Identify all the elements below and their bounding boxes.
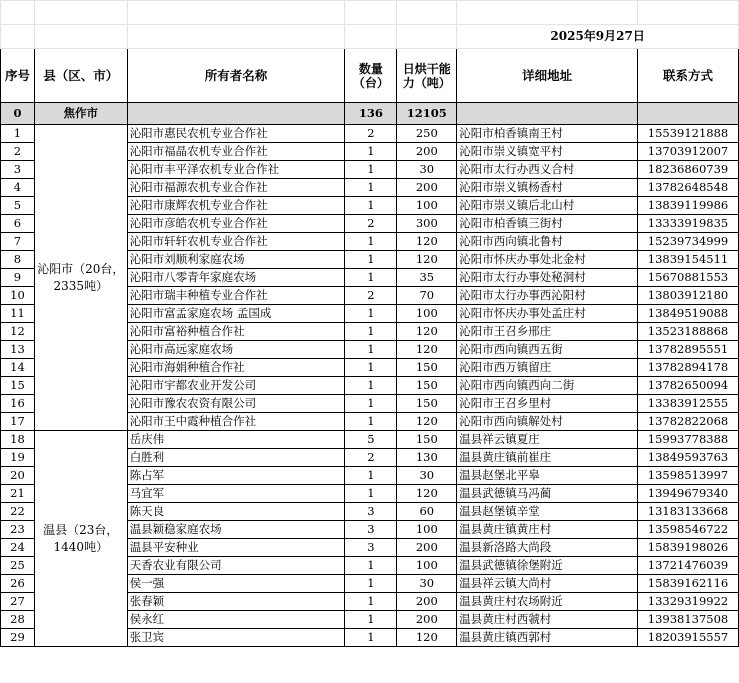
address: 温县黄庄镇西郭村 xyxy=(457,629,638,647)
owner-name: 沁阳市康辉农机专业合作社 xyxy=(127,197,345,215)
address: 温县赵堡镇辛堂 xyxy=(457,503,638,521)
capacity: 150 xyxy=(397,395,457,413)
quantity: 1 xyxy=(345,323,397,341)
quantity: 1 xyxy=(345,233,397,251)
capacity: 120 xyxy=(397,341,457,359)
address: 沁阳市柏香镇三街村 xyxy=(457,215,638,233)
capacity: 200 xyxy=(397,611,457,629)
capacity: 30 xyxy=(397,467,457,485)
owner-name: 沁阳市彦皓农机专业合作社 xyxy=(127,215,345,233)
address: 沁阳市太行办事处秘洞村 xyxy=(457,269,638,287)
contact-phone: 18203915557 xyxy=(638,629,739,647)
capacity: 200 xyxy=(397,593,457,611)
row-index: 7 xyxy=(1,233,35,251)
row-index: 20 xyxy=(1,467,35,485)
quantity: 1 xyxy=(345,161,397,179)
row-index: 2 xyxy=(1,143,35,161)
contact-phone: 13383912555 xyxy=(638,395,739,413)
summary-index: 0 xyxy=(1,103,35,125)
date-row xyxy=(1,25,739,49)
owner-name: 马宜军 xyxy=(127,485,345,503)
row-index: 21 xyxy=(1,485,35,503)
summary-capacity: 12105 xyxy=(397,103,457,125)
quantity: 3 xyxy=(345,539,397,557)
owner-name: 岳庆伟 xyxy=(127,431,345,449)
quantity: 1 xyxy=(345,341,397,359)
contact-phone: 13849519088 xyxy=(638,305,739,323)
contact-phone: 15670881553 xyxy=(638,269,739,287)
contact-phone: 13598513997 xyxy=(638,467,739,485)
address: 温县黄庄村西虢村 xyxy=(457,611,638,629)
address: 沁阳市怀庆办事处孟庄村 xyxy=(457,305,638,323)
table-row xyxy=(1,125,739,143)
address: 温县祥云镇夏庄 xyxy=(457,431,638,449)
address: 沁阳市西向镇解处村 xyxy=(457,413,638,431)
contact-phone: 15993778388 xyxy=(638,431,739,449)
row-index: 16 xyxy=(1,395,35,413)
capacity: 100 xyxy=(397,557,457,575)
capacity: 200 xyxy=(397,179,457,197)
quantity: 1 xyxy=(345,143,397,161)
owner-name: 张卫宾 xyxy=(127,629,345,647)
blank-row xyxy=(1,1,739,25)
row-index: 24 xyxy=(1,539,35,557)
row-index: 8 xyxy=(1,251,35,269)
row-index: 5 xyxy=(1,197,35,215)
contact-phone: 13949679340 xyxy=(638,485,739,503)
quantity: 1 xyxy=(345,611,397,629)
address: 温县武德镇徐堡附近 xyxy=(457,557,638,575)
capacity: 150 xyxy=(397,431,457,449)
quantity: 1 xyxy=(345,251,397,269)
row-index: 11 xyxy=(1,305,35,323)
table-row xyxy=(1,431,739,449)
quantity: 1 xyxy=(345,557,397,575)
quantity: 2 xyxy=(345,125,397,143)
contact-phone: 13703912007 xyxy=(638,143,739,161)
row-index: 18 xyxy=(1,431,35,449)
row-index: 13 xyxy=(1,341,35,359)
quantity: 1 xyxy=(345,359,397,377)
capacity: 300 xyxy=(397,215,457,233)
summary-county: 焦作市 xyxy=(34,103,127,125)
contact-phone: 13333919835 xyxy=(638,215,739,233)
address: 沁阳市西向镇西向二街 xyxy=(457,377,638,395)
row-index: 15 xyxy=(1,377,35,395)
quantity: 2 xyxy=(345,215,397,233)
quantity: 2 xyxy=(345,287,397,305)
capacity: 120 xyxy=(397,629,457,647)
address: 温县黄庄镇前崔庄 xyxy=(457,449,638,467)
address: 沁阳市崇义镇杨香村 xyxy=(457,179,638,197)
owner-name: 沁阳市豫农农资有限公司 xyxy=(127,395,345,413)
county-cell: 沁阳市（20台，2335吨） xyxy=(34,125,127,431)
contact-phone: 13782894178 xyxy=(638,359,739,377)
quantity: 1 xyxy=(345,179,397,197)
summary-row xyxy=(1,103,739,125)
capacity: 30 xyxy=(397,575,457,593)
row-index: 3 xyxy=(1,161,35,179)
contact-phone: 15539121888 xyxy=(638,125,739,143)
owner-name: 沁阳市海娟种植合作社 xyxy=(127,359,345,377)
quantity: 1 xyxy=(345,305,397,323)
header-quantity: 数量（台） xyxy=(345,49,397,103)
header-county: 县（区、市） xyxy=(34,49,127,103)
summary-quantity: 136 xyxy=(345,103,397,125)
quantity: 1 xyxy=(345,467,397,485)
owner-name: 侯一强 xyxy=(127,575,345,593)
capacity: 120 xyxy=(397,323,457,341)
address: 沁阳市王召乡里村 xyxy=(457,395,638,413)
owner-name: 天香农业有限公司 xyxy=(127,557,345,575)
contact-phone: 13782650094 xyxy=(638,377,739,395)
contact-phone: 13782895551 xyxy=(638,341,739,359)
quantity: 1 xyxy=(345,593,397,611)
address: 温县黄庄村农场附近 xyxy=(457,593,638,611)
quantity: 1 xyxy=(345,377,397,395)
contact-phone: 18236860739 xyxy=(638,161,739,179)
address: 沁阳市崇义镇后北山村 xyxy=(457,197,638,215)
quantity: 2 xyxy=(345,449,397,467)
header-capacity: 日烘干能力（吨） xyxy=(397,49,457,103)
address: 沁阳市王召乡邢庄 xyxy=(457,323,638,341)
owner-name: 沁阳市刘顺利家庭农场 xyxy=(127,251,345,269)
row-index: 1 xyxy=(1,125,35,143)
row-index: 12 xyxy=(1,323,35,341)
owner-name: 沁阳市惠民农机专业合作社 xyxy=(127,125,345,143)
owner-name: 温县颖稳家庭农场 xyxy=(127,521,345,539)
header-owner: 所有者名称 xyxy=(127,49,345,103)
owner-name: 侯永红 xyxy=(127,611,345,629)
quantity: 5 xyxy=(345,431,397,449)
contact-phone: 13782648548 xyxy=(638,179,739,197)
contact-phone: 13183133668 xyxy=(638,503,739,521)
contact-phone: 13721476039 xyxy=(638,557,739,575)
address: 温县黄庄镇黄庄村 xyxy=(457,521,638,539)
row-index: 10 xyxy=(1,287,35,305)
owner-name: 沁阳市富孟家庭农场 孟国成 xyxy=(127,305,345,323)
owner-name: 沁阳市八零青年家庭农场 xyxy=(127,269,345,287)
owner-name: 沁阳市轩轩农机专业合作社 xyxy=(127,233,345,251)
contact-phone: 13803912180 xyxy=(638,287,739,305)
owner-name: 沁阳市福晶农机专业合作社 xyxy=(127,143,345,161)
row-index: 29 xyxy=(1,629,35,647)
capacity: 30 xyxy=(397,161,457,179)
capacity: 60 xyxy=(397,503,457,521)
address: 沁阳市怀庆办事处北金村 xyxy=(457,251,638,269)
owner-name: 陈占军 xyxy=(127,467,345,485)
owner-name: 白胜利 xyxy=(127,449,345,467)
address: 温县新洛路大尚段 xyxy=(457,539,638,557)
contact-phone: 13839119986 xyxy=(638,197,739,215)
address: 温县武德镇马冯蔺 xyxy=(457,485,638,503)
row-index: 19 xyxy=(1,449,35,467)
owner-name: 沁阳市瑞丰种植专业合作社 xyxy=(127,287,345,305)
capacity: 70 xyxy=(397,287,457,305)
owner-name: 沁阳市高远家庭农场 xyxy=(127,341,345,359)
contact-phone: 13849593763 xyxy=(638,449,739,467)
quantity: 1 xyxy=(345,197,397,215)
contact-phone: 13839154511 xyxy=(638,251,739,269)
capacity: 130 xyxy=(397,449,457,467)
address: 沁阳市崇义镇宽平村 xyxy=(457,143,638,161)
address: 沁阳市西向镇北鲁村 xyxy=(457,233,638,251)
address: 沁阳市柏香镇南王村 xyxy=(457,125,638,143)
address: 沁阳市太行办事西沁阳村 xyxy=(457,287,638,305)
county-cell: 温县（23台，1440吨） xyxy=(34,431,127,647)
quantity: 1 xyxy=(345,413,397,431)
owner-name: 沁阳市富裕种植合作社 xyxy=(127,323,345,341)
address: 温县祥云镇大尚村 xyxy=(457,575,638,593)
row-index: 22 xyxy=(1,503,35,521)
header-address: 详细地址 xyxy=(457,49,638,103)
contact-phone: 13938137508 xyxy=(638,611,739,629)
header-contact: 联系方式 xyxy=(638,49,739,103)
row-index: 9 xyxy=(1,269,35,287)
contact-phone: 15239734999 xyxy=(638,233,739,251)
capacity: 150 xyxy=(397,377,457,395)
capacity: 120 xyxy=(397,413,457,431)
row-index: 28 xyxy=(1,611,35,629)
owner-name: 沁阳市王中霞种植合作社 xyxy=(127,413,345,431)
quantity: 1 xyxy=(345,395,397,413)
contact-phone: 13329319922 xyxy=(638,593,739,611)
header-index: 序号 xyxy=(1,49,35,103)
capacity: 250 xyxy=(397,125,457,143)
contact-phone: 15839162116 xyxy=(638,575,739,593)
quantity: 1 xyxy=(345,485,397,503)
capacity: 100 xyxy=(397,521,457,539)
contact-phone: 13523188868 xyxy=(638,323,739,341)
owner-name: 陈天良 xyxy=(127,503,345,521)
owner-name: 温县平安种业 xyxy=(127,539,345,557)
quantity: 3 xyxy=(345,503,397,521)
row-index: 6 xyxy=(1,215,35,233)
capacity: 120 xyxy=(397,485,457,503)
quantity: 1 xyxy=(345,575,397,593)
quantity: 3 xyxy=(345,521,397,539)
row-index: 17 xyxy=(1,413,35,431)
address: 沁阳市西万镇留庄 xyxy=(457,359,638,377)
address: 温县赵堡北平皋 xyxy=(457,467,638,485)
owner-name: 沁阳市福源农机专业合作社 xyxy=(127,179,345,197)
owner-name: 张春颖 xyxy=(127,593,345,611)
owner-name: 沁阳市宇都农业开发公司 xyxy=(127,377,345,395)
row-index: 26 xyxy=(1,575,35,593)
capacity: 150 xyxy=(397,359,457,377)
contact-phone: 15839198026 xyxy=(638,539,739,557)
address: 沁阳市西向镇西五街 xyxy=(457,341,638,359)
address: 沁阳市太行办西义合村 xyxy=(457,161,638,179)
contact-phone: 13598546722 xyxy=(638,521,739,539)
capacity: 200 xyxy=(397,539,457,557)
report-date: 2025年9月27日 xyxy=(457,25,739,49)
capacity: 120 xyxy=(397,233,457,251)
row-index: 14 xyxy=(1,359,35,377)
capacity: 120 xyxy=(397,251,457,269)
row-index: 27 xyxy=(1,593,35,611)
capacity: 200 xyxy=(397,143,457,161)
capacity: 100 xyxy=(397,305,457,323)
row-index: 4 xyxy=(1,179,35,197)
contact-phone: 13782822068 xyxy=(638,413,739,431)
row-index: 23 xyxy=(1,521,35,539)
quantity: 1 xyxy=(345,629,397,647)
capacity: 35 xyxy=(397,269,457,287)
header-row xyxy=(1,49,739,103)
capacity: 100 xyxy=(397,197,457,215)
row-index: 25 xyxy=(1,557,35,575)
quantity: 1 xyxy=(345,269,397,287)
owner-name: 沁阳市丰平泽农机专业合作社 xyxy=(127,161,345,179)
